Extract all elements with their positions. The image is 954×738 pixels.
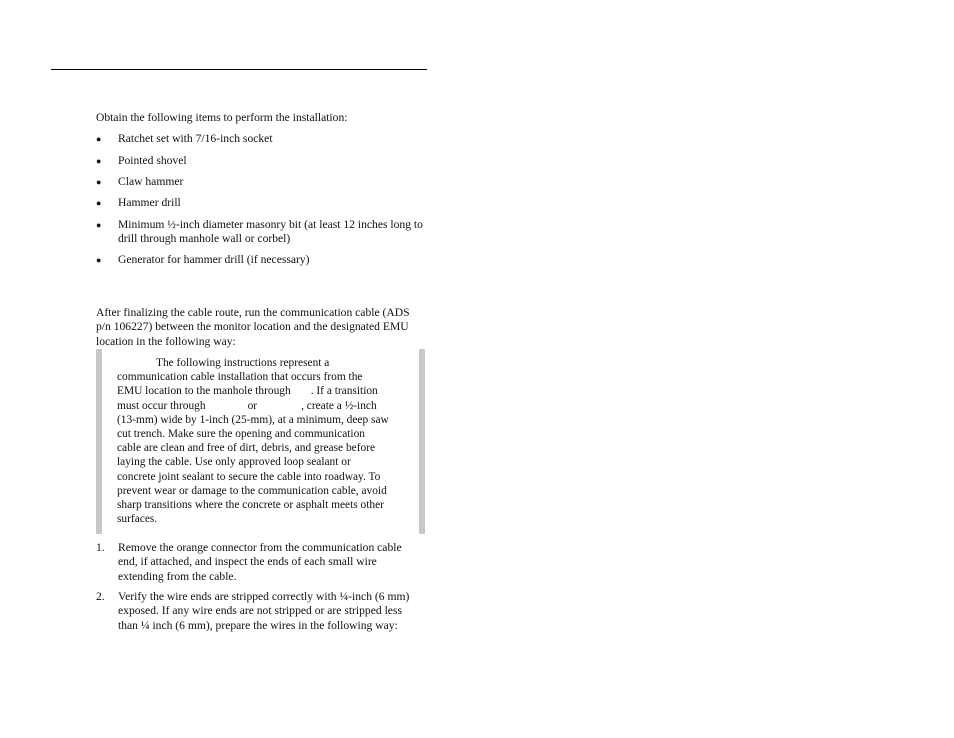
header-rule xyxy=(51,69,427,70)
bullet-icon: ● xyxy=(96,177,102,187)
bullet-icon: ● xyxy=(96,255,102,265)
note-box xyxy=(96,349,425,534)
bullet-icon: ● xyxy=(96,220,102,230)
bullet-icon: ● xyxy=(96,156,102,166)
step-text: Remove the orange connector from the communication cable end, if attached, and inspect the ends of each small wire extending from the cable. xyxy=(118,541,402,583)
step-number: 1. xyxy=(96,541,105,554)
bullet-icon: ● xyxy=(96,198,102,208)
step-text: Verify the wire ends are stripped correctly with ¼-inch (6 mm) exposed. If any wire ends are not stripped or are stripped less than ¼ inch (6 mm), prepare the wires in the following way: xyxy=(118,590,410,632)
cable-intro: After finalizing the cable route, run the communication cable (ADS p/n 106227) between the monitor location and the designated EMU location in the following way: xyxy=(96,306,410,348)
bullet-icon: ● xyxy=(96,134,102,144)
tools-intro: Obtain the following items to perform the installation: xyxy=(96,111,348,124)
note-text: The following instructions represent a communication cable installation that occurs from the EMU location to the manhole through . If a transition must occur through or , create a ½-inch (13-mm) wide by 1-inch (25-mm), at a minimum, deep saw cut trench. Make sure the opening and communication cable are clean and free of dirt, debris, and grease before laying the cable. Use only approved loop sealant or concrete joint sealant to secure the cable into roadway. To prevent wear or damage to the communication cable, avoid sharp transitions where the concrete or asphalt meets other surfaces. xyxy=(117,357,389,526)
step-number: 2. xyxy=(96,590,105,603)
